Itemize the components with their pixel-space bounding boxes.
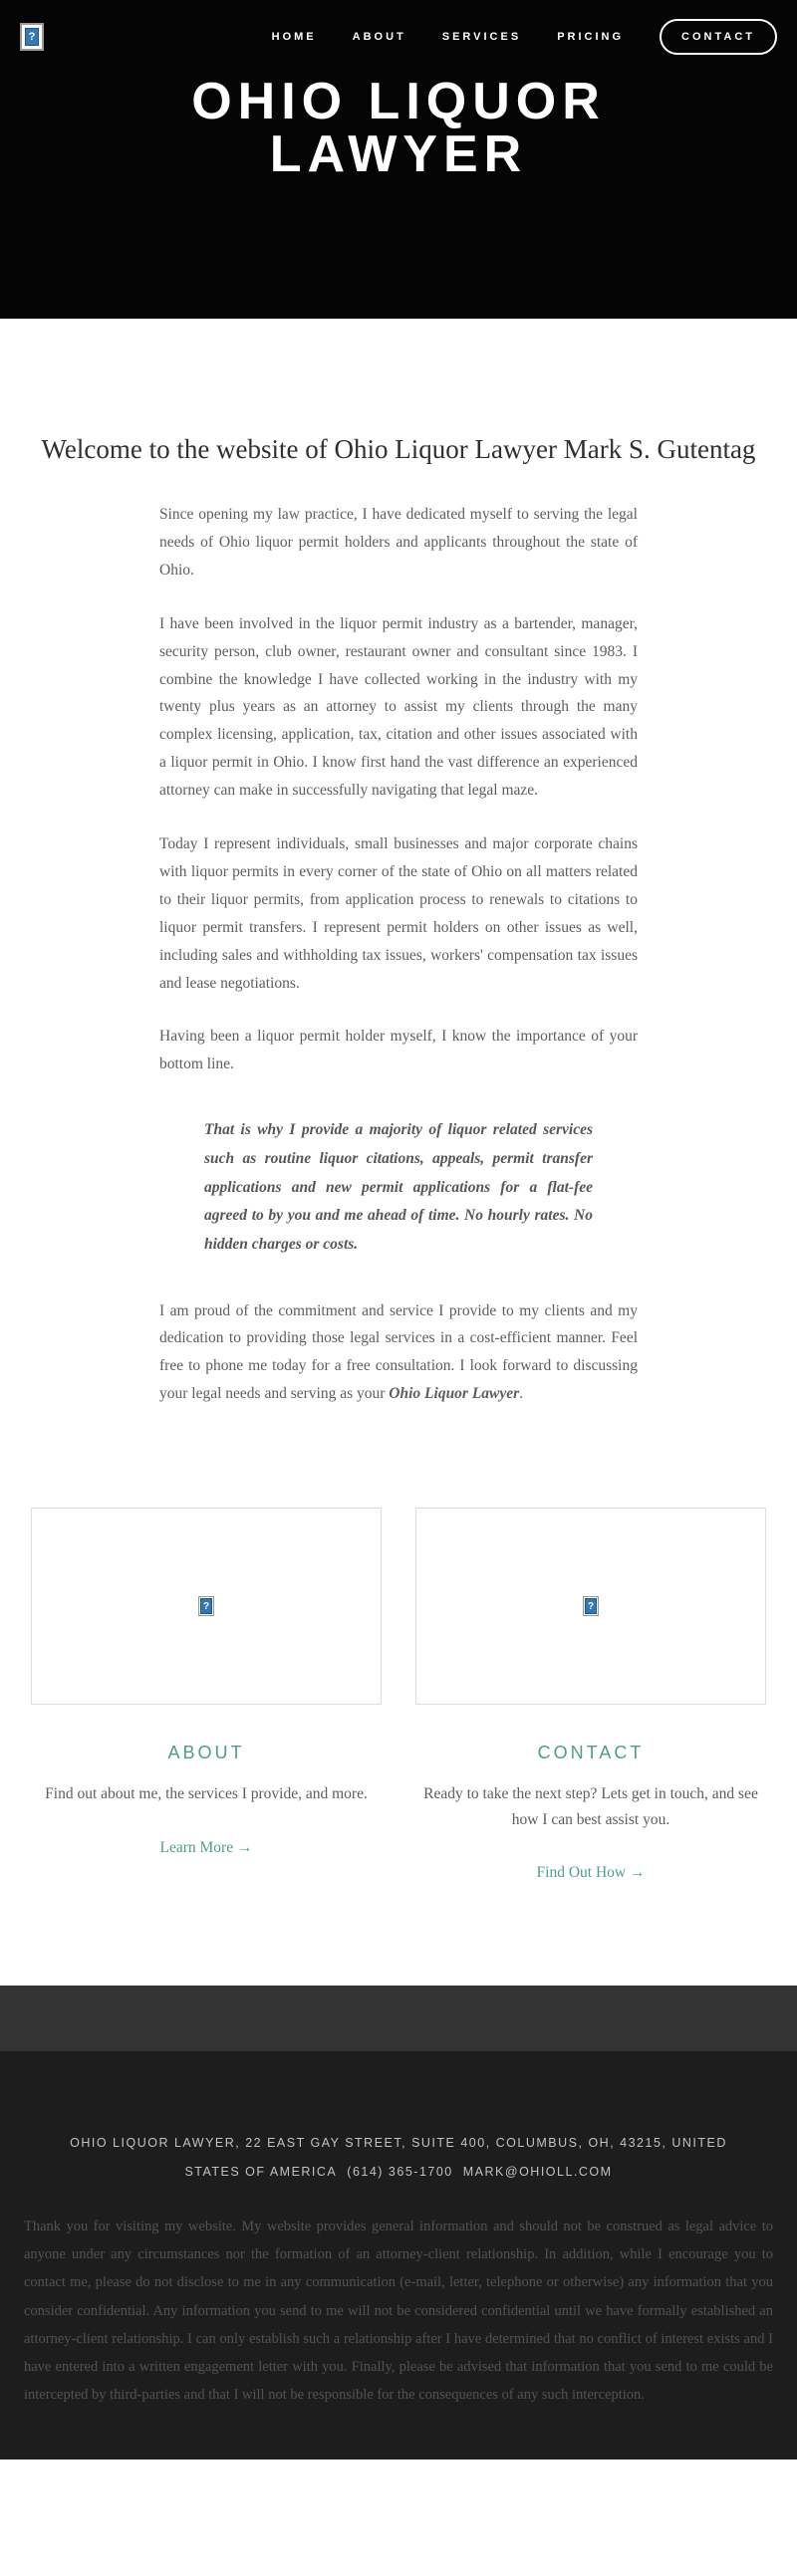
cards-section — [0, 1508, 797, 1882]
site-title — [0, 73, 797, 184]
learn-more-link[interactable]: Learn More → — [159, 1838, 253, 1856]
footer-phone: (614) 365-1700 — [347, 2164, 453, 2179]
welcome-heading: Welcome to the website of Ohio Liquor Lawyer Mark S. Gutentag — [41, 434, 756, 464]
broken-image-question-glyph: ? — [585, 1598, 597, 1614]
hero-section — [0, 0, 797, 319]
nav-item-home[interactable]: HOME — [271, 31, 317, 43]
top-navigation — [0, 12, 797, 62]
nav-item-pricing[interactable]: PRICING — [557, 31, 625, 43]
site-title-line-2: LAWYER — [269, 125, 528, 184]
broken-image-question-glyph: ? — [25, 28, 39, 46]
footer — [0, 1986, 797, 2459]
footer-disclaimer: Thank you for visiting my website. My website provides general information and should not be construed as legal advice to anyone under any circumstances nor the formation of an attorney-client relationship. In addition, while I encourage you to contact me, please do not disclose to me in any communication (e-mail, letter, telephone or otherwise) any information that you consider confidential. Any information you send to me will not be considered confidential until we have formally established an attorney-client relationship. I can only establish such a relationship after I have determined that no conflict of interest exists and I have entered into a written engagement letter with you. Finally, please be advised that information that you send to me could be intercepted by third-parties and that I will not be responsible for the consequences of any such interception. — [24, 2218, 773, 2404]
find-out-how-link[interactable]: Find Out How → — [536, 1864, 646, 1882]
closing-paragraph-period: . — [519, 1385, 524, 1403]
footer-address-text: OHIO LIQUOR LAWYER, 22 EAST GAY STREET, SUITE 400, COLUMBUS, OH, 43215, UNITED STATES OF AMERICA — [70, 2136, 727, 2179]
about-card-title: ABOUT — [167, 1743, 245, 1763]
closing-paragraph-emphasis: Ohio Liquor Lawyer — [389, 1385, 520, 1403]
paragraph: Today I represent individuals, small businesses and major corporate chains with liquor permits in every corner of the state of Ohio on all matters related to their liquor permits, from application process to renewals to citations to liquor permit transfers. I represent permit holders on other issues as well, including sales and withholding tax issues, workers' compensation tax issues and lease negotiations. — [159, 835, 638, 992]
nav-item-about[interactable]: ABOUT — [352, 31, 406, 43]
nav-links — [272, 19, 777, 55]
site-logo-broken-image-icon[interactable] — [20, 23, 44, 51]
contact-card-image-placeholder[interactable] — [415, 1508, 766, 1705]
closing-paragraph-text: I am proud of the commitment and service I provide to my clients and my dedication to providing those legal services in a cost-efficient manner. Feel free to phone me today for a free consultation. I look forward to discussing your legal needs and serving as your — [159, 1301, 638, 1403]
contact-button[interactable]: CONTACT — [660, 19, 777, 55]
main-content — [0, 430, 797, 1882]
contact-card-title: CONTACT — [537, 1743, 645, 1763]
closing-paragraph — [159, 1297, 638, 1409]
footer-address — [45, 2129, 752, 2187]
footer-top-band — [0, 1986, 797, 2051]
paragraph: Having been a liquor permit holder myself, I know the importance of your bottom line. — [159, 1028, 638, 1073]
flat-fee-blockquote: That is why I provide a majority of liquor related services such as routine liquor citations, appeals, permit transfer applications and new permit applications for a flat-fee agreed to by you and me ahead of time. No hourly rates. No hidden charges or costs. — [204, 1121, 593, 1253]
about-card-description: Find out about me, the services I provide, and more. — [45, 1785, 368, 1803]
broken-image-question-glyph: ? — [200, 1598, 212, 1614]
contact-card-description: Ready to take the next step? Lets get in touch, and see how I can best assist you. — [423, 1785, 758, 1828]
site-title-line-1: OHIO LIQUOR — [191, 73, 606, 130]
about-card-image-placeholder[interactable] — [31, 1508, 382, 1705]
about-card — [31, 1508, 382, 1882]
nav-item-services[interactable]: SERVICES — [441, 31, 522, 43]
contact-card — [415, 1508, 766, 1882]
footer-email: MARK@OHIOLL.COM — [462, 2164, 613, 2179]
intro-article — [159, 501, 638, 1408]
paragraph: I have been involved in the liquor permit industry as a bartender, manager, security person, club owner, restaurant owner and consultant since 1983. I combine the knowledge I have collected working in the industry with my twenty plus years as an attorney to assist my clients through the many complex licensing, application, tax, citation and other issues associated with a liquor permit in Ohio. I know first hand the vast difference an experienced attorney can make in successfully navigating that legal maze. — [159, 614, 638, 800]
broken-image-icon — [583, 1596, 599, 1616]
footer-main-band — [0, 2051, 797, 2459]
paragraph: Since opening my law practice, I have dedicated myself to serving the legal needs of Ohio liquor permit holders and applicants throughout the state of Ohio. — [159, 506, 638, 579]
broken-image-icon — [198, 1596, 214, 1616]
